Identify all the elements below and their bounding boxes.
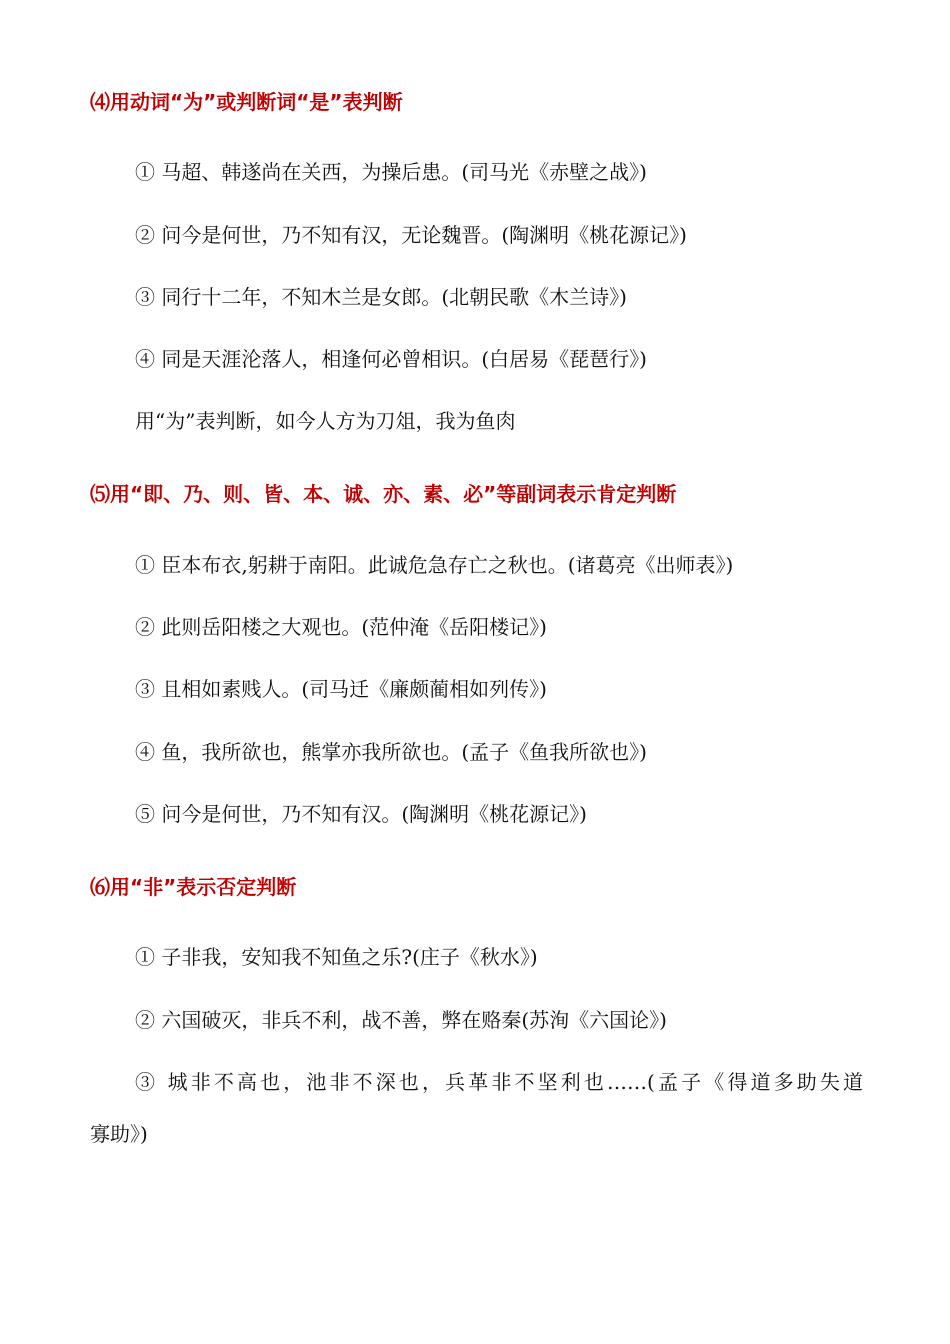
example-line: ⑤ 问今是何世，乃不知有汉。(陶渊明《桃花源记》): [135, 802, 587, 826]
note-line: 用“为”表判断，如今人方为刀俎，我为鱼肉: [135, 409, 516, 433]
example-line-wrapped-continuation: 寡助》): [90, 1122, 148, 1146]
example-line: ③ 且相如素贱人。(司马迁《廉颇蔺相如列传》): [135, 677, 547, 701]
example-line: ② 六国破灭，非兵不利，战不善，弊在赂秦(苏洵《六国论》): [135, 1008, 667, 1032]
section-heading-4: ⑷用动词“为”或判断词“是”表判断: [90, 90, 403, 114]
example-line: ③ 同行十二年，不知木兰是女郎。(北朝民歌《木兰诗》): [135, 285, 627, 309]
example-line-wrapped-first: ③ 城非不高也，池非不深也，兵革非不坚利也……(孟子《得道多助失道: [135, 1070, 863, 1094]
section-heading-5: ⑸用“即、乃、则、皆、本、诚、亦、素、必”等副词表示肯定判断: [90, 482, 677, 506]
example-line: ① 马超、韩遂尚在关西，为操后患。(司马光《赤壁之战》): [135, 160, 647, 184]
example-line: ① 臣本布衣,躬耕于南阳。此诚危急存亡之秋也。(诸葛亮《出师表》): [135, 553, 734, 577]
section-heading-6: ⑹用“非”表示否定判断: [90, 875, 297, 899]
example-line: ④ 同是天涯沦落人，相逢何必曾相识。(白居易《琵琶行》): [135, 347, 647, 371]
example-line: ② 此则岳阳楼之大观也。(范仲淹《岳阳楼记》): [135, 615, 547, 639]
example-line: ① 子非我，安知我不知鱼之乐?(庄子《秋水》): [135, 945, 538, 969]
example-line: ④ 鱼，我所欲也，熊掌亦我所欲也。(孟子《鱼我所欲也》): [135, 740, 647, 764]
example-line: ② 问今是何世，乃不知有汉，无论魏晋。(陶渊明《桃花源记》): [135, 223, 687, 247]
